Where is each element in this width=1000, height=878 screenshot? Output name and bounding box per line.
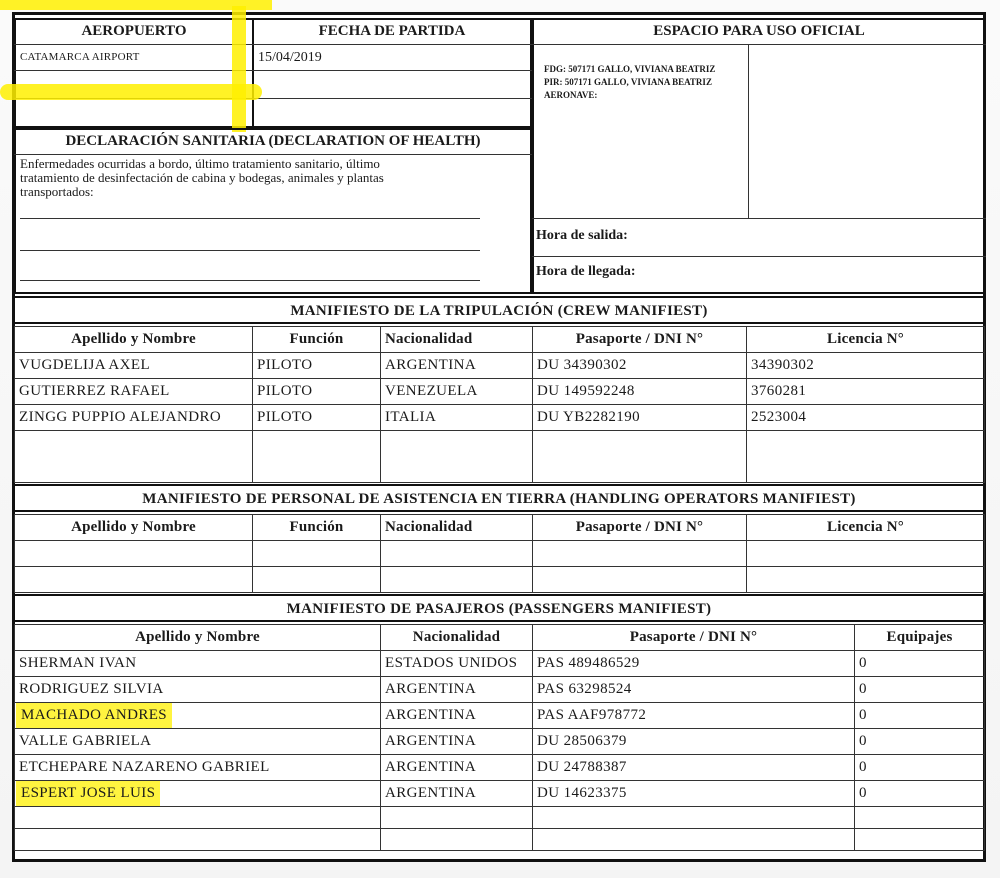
handling-col-licencia: Licencia N° <box>747 515 985 541</box>
fecha-label: FECHA DE PARTIDA <box>318 23 466 39</box>
divider <box>252 70 532 71</box>
crew-licencia: 34390302 <box>747 353 985 379</box>
crew-title: MANIFIESTO DE LA TRIPULACIÓN (CREW MANIFIEST) <box>12 296 986 324</box>
divider <box>532 256 986 257</box>
pax-col-nombre: Apellido y Nombre <box>15 625 381 651</box>
table-row <box>15 755 985 781</box>
oficial-pir: PIR: 507171 GALLO, VIVIANA BEATRIZ <box>544 77 712 87</box>
divider <box>252 98 532 99</box>
oficial-label: ESPACIO PARA USO OFICIAL <box>653 23 865 39</box>
answer-line <box>20 250 480 251</box>
table-row <box>15 703 985 729</box>
crew-licencia <box>747 431 985 483</box>
divider <box>14 44 254 45</box>
hora-salida-label: Hora de salida: <box>536 228 628 243</box>
pax-equipajes: 0 <box>855 703 985 729</box>
health-box <box>14 128 532 294</box>
health-text-1: Enfermedades ocurridas a bordo, último tratamiento sanitario, último <box>20 156 380 171</box>
crew-col-nacionalidad: Nacionalidad <box>381 327 533 353</box>
table-row <box>15 729 985 755</box>
pax-nacionalidad: ARGENTINA <box>381 755 533 781</box>
pax-equipajes: 0 <box>855 677 985 703</box>
crew-name: ZINGG PUPPIO ALEJANDRO <box>15 405 253 431</box>
pax-equipajes: 0 <box>855 781 985 807</box>
passengers-header-row <box>15 625 985 651</box>
pax-pasaporte: DU 14623375 <box>533 781 855 807</box>
pax-equipajes: 0 <box>855 651 985 677</box>
table-row <box>15 829 985 851</box>
pax-col-pasaporte: Pasaporte / DNI N° <box>533 625 855 651</box>
health-title: DECLARACIÓN SANITARIA (DECLARATION OF HEALTH) <box>65 133 481 149</box>
table-row <box>15 567 985 593</box>
oficial-box <box>532 18 986 294</box>
crew-name: VUGDELIJA AXEL <box>15 353 253 379</box>
crew-funcion <box>253 431 381 483</box>
divider <box>532 44 986 45</box>
pax-nacionalidad: ARGENTINA <box>381 781 533 807</box>
crew-nacionalidad: VENEZUELA <box>381 379 533 405</box>
pax-name-highlighted: ESPERT JOSE LUIS <box>21 785 156 801</box>
health-text-2: tratamiento de desinfectación de cabina y bodegas, animales y plantas <box>20 170 384 185</box>
table-row <box>15 431 985 483</box>
divider <box>14 70 254 71</box>
table-row <box>15 541 985 567</box>
hora-llegada-label: Hora de llegada: <box>536 264 636 279</box>
pax-name: VALLE GABRIELA <box>19 733 152 749</box>
table-row <box>15 353 985 379</box>
divider <box>532 218 986 219</box>
pax-nacionalidad: ESTADOS UNIDOS <box>381 651 533 677</box>
crew-table <box>14 326 985 483</box>
pax-name-cell <box>15 755 381 781</box>
handling-licencia <box>747 541 985 567</box>
handling-pasaporte <box>533 541 747 567</box>
table-row <box>15 651 985 677</box>
handling-name <box>15 541 253 567</box>
pax-name: SHERMAN IVAN <box>19 655 137 671</box>
crew-nacionalidad: ARGENTINA <box>381 353 533 379</box>
pax-name-cell <box>15 703 381 729</box>
pax-name-cell <box>15 807 381 829</box>
table-row <box>15 379 985 405</box>
table-row <box>15 781 985 807</box>
handling-table <box>14 514 985 593</box>
divider <box>14 154 532 155</box>
highlighter-mark <box>0 84 262 100</box>
pax-equipajes <box>855 807 985 829</box>
pax-name: RODRIGUEZ SILVIA <box>19 681 164 697</box>
pax-pasaporte: PAS AAF978772 <box>533 703 855 729</box>
answer-line <box>20 280 480 281</box>
pax-pasaporte: PAS 63298524 <box>533 677 855 703</box>
handling-col-nombre: Apellido y Nombre <box>15 515 253 541</box>
crew-pasaporte: DU YB2282190 <box>533 405 747 431</box>
handling-nacionalidad <box>381 567 533 593</box>
crew-funcion: PILOTO <box>253 405 381 431</box>
pax-nacionalidad: ARGENTINA <box>381 703 533 729</box>
crew-licencia: 2523004 <box>747 405 985 431</box>
pax-pasaporte <box>533 807 855 829</box>
handling-title: MANIFIESTO DE PERSONAL DE ASISTENCIA EN TIERRA (HANDLING OPERATORS MANIFIEST) <box>12 484 986 512</box>
handling-funcion <box>253 567 381 593</box>
handling-pasaporte <box>533 567 747 593</box>
divider <box>748 44 749 218</box>
crew-nacionalidad: ITALIA <box>381 405 533 431</box>
handling-col-pasaporte: Pasaporte / DNI N° <box>533 515 747 541</box>
crew-funcion: PILOTO <box>253 353 381 379</box>
crew-col-funcion: Función <box>253 327 381 353</box>
crew-name: GUTIERREZ RAFAEL <box>15 379 253 405</box>
pax-name-cell <box>15 677 381 703</box>
pax-pasaporte: PAS 489486529 <box>533 651 855 677</box>
pax-name-cell <box>15 651 381 677</box>
pax-col-equipajes: Equipajes <box>855 625 985 651</box>
divider <box>252 44 532 45</box>
handling-col-nacionalidad: Nacionalidad <box>381 515 533 541</box>
pax-name-cell <box>15 729 381 755</box>
pax-equipajes <box>855 829 985 851</box>
crew-nacionalidad <box>381 431 533 483</box>
pax-name-highlighted: MACHADO ANDRES <box>21 707 168 723</box>
crew-pasaporte <box>533 431 747 483</box>
oficial-fdg: FDG: 507171 GALLO, VIVIANA BEATRIZ <box>544 64 716 74</box>
handling-funcion <box>253 541 381 567</box>
aeropuerto-value: CATAMARCA AIRPORT <box>20 51 140 63</box>
handling-header-row <box>15 515 985 541</box>
crew-name <box>15 431 253 483</box>
health-text-3: transportados: <box>20 184 94 199</box>
handling-col-funcion: Función <box>253 515 381 541</box>
pax-nacionalidad: ARGENTINA <box>381 729 533 755</box>
pax-pasaporte <box>533 829 855 851</box>
table-row <box>15 807 985 829</box>
aeropuerto-label: AEROPUERTO <box>81 23 187 39</box>
handling-nacionalidad <box>381 541 533 567</box>
table-row <box>15 677 985 703</box>
crew-pasaporte: DU 149592248 <box>533 379 747 405</box>
fecha-value: 15/04/2019 <box>258 50 322 65</box>
pax-pasaporte: DU 28506379 <box>533 729 855 755</box>
answer-line <box>20 218 480 219</box>
handling-licencia <box>747 567 985 593</box>
pax-pasaporte: DU 24788387 <box>533 755 855 781</box>
oficial-aeronave: AERONAVE: <box>544 90 598 100</box>
handling-name <box>15 567 253 593</box>
pax-nacionalidad <box>381 829 533 851</box>
pax-nacionalidad <box>381 807 533 829</box>
pax-equipajes: 0 <box>855 755 985 781</box>
crew-header-row <box>15 327 985 353</box>
crew-col-pasaporte: Pasaporte / DNI N° <box>533 327 747 353</box>
pax-name-cell <box>15 829 381 851</box>
pax-nacionalidad: ARGENTINA <box>381 677 533 703</box>
passengers-table <box>14 624 985 851</box>
pax-name: ETCHEPARE NAZARENO GABRIEL <box>19 759 270 775</box>
crew-funcion: PILOTO <box>253 379 381 405</box>
pax-equipajes: 0 <box>855 729 985 755</box>
crew-pasaporte: DU 34390302 <box>533 353 747 379</box>
crew-col-licencia: Licencia N° <box>747 327 985 353</box>
highlighter-mark <box>232 6 246 132</box>
crew-col-nombre: Apellido y Nombre <box>15 327 253 353</box>
pax-col-nacionalidad: Nacionalidad <box>381 625 533 651</box>
passengers-title: MANIFIESTO DE PASAJEROS (PASSENGERS MANIFIEST) <box>12 594 986 622</box>
table-row <box>15 405 985 431</box>
pax-name-cell <box>15 781 381 807</box>
crew-licencia: 3760281 <box>747 379 985 405</box>
